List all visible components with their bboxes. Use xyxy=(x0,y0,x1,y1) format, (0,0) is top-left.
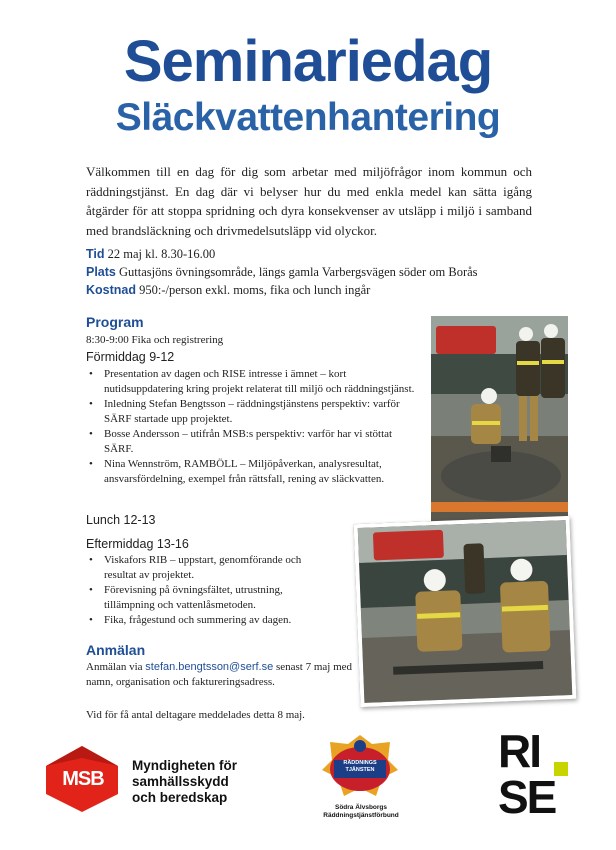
serf-logo xyxy=(296,734,426,824)
time-value: 22 maj kl. 8.30-16.00 xyxy=(107,247,216,261)
firefighters-photo-image xyxy=(431,316,568,529)
time-row xyxy=(86,245,478,263)
morning-heading: Förmiddag 9-12 xyxy=(86,350,175,364)
place-value: Guttasjöns övningsområde, längs gamla Varbergsvägen söder om Borås xyxy=(119,265,478,279)
firefighters-photo-2-image xyxy=(358,520,573,703)
signup-heading: Anmälan xyxy=(86,642,146,658)
serf-badge-text xyxy=(334,760,386,774)
list-item: • Presentation av dagen och RISE intresse i ämnet – kort nutidsuppdatering kring projekt relaterat till miljö och räddningstjänst. xyxy=(86,367,416,396)
place-row xyxy=(86,263,478,281)
signup-text xyxy=(86,660,356,689)
serf-line-1: Södra Älvsborgs xyxy=(334,804,387,811)
morning-list xyxy=(86,367,416,486)
rise-logo xyxy=(498,725,578,827)
list-item: • Viskafors RIB – uppstart, genomförande och resultat av projektet. xyxy=(86,553,336,582)
msb-line-3: och beredskap xyxy=(132,790,228,805)
rise-bottom: SE xyxy=(498,771,556,823)
serf-badge-line-1: RÄDDNINGS xyxy=(343,760,377,766)
msb-mark: MSB xyxy=(62,768,104,790)
cost-value: 950:-/person exkl. moms, fika och lunch ingår xyxy=(139,283,371,297)
cost-row xyxy=(86,281,478,299)
signup-email-link[interactable]: stefan.bengtsson@serf.se xyxy=(145,661,274,673)
rise-top: RI xyxy=(498,725,540,777)
rise-dot-icon xyxy=(554,762,568,776)
msb-line-2: samhällsskydd xyxy=(132,774,229,789)
serf-badge-line-2: TJÄNSTEN xyxy=(345,767,375,773)
signup-pre: Anmälan via xyxy=(86,661,143,673)
event-info xyxy=(86,245,478,299)
list-item: • Nina Wennström, RAMBÖLL – Miljöpåverkan, analysresultat, ansvarsfördelning, exempel från rättsfall, rening av släckvatten. xyxy=(86,457,416,486)
msb-name xyxy=(132,758,237,806)
list-item: • Inledning Stefan Bengtsson – räddningstjänstens perspektiv: varför SÄRF startade upp projektet. xyxy=(86,397,416,426)
page-title: Seminariedag xyxy=(123,29,493,94)
firefighters-photo-2 xyxy=(354,516,577,707)
registration-line: 8:30-9:00 Fika och registrering xyxy=(86,334,224,346)
signup-note: Vid för få antal deltagare meddelades detta 8 maj. xyxy=(86,709,305,721)
program-heading: Program xyxy=(86,314,144,330)
list-item: • Bosse Andersson – utifrån MSB:s perspektiv: varför har vi stöttat SÄRF. xyxy=(86,427,416,456)
lunch-heading: Lunch 12-13 xyxy=(86,513,156,527)
time-label: Tid xyxy=(86,247,105,261)
place-label: Plats xyxy=(86,265,116,279)
page-subtitle: Släckvattenhantering xyxy=(115,96,501,139)
afternoon-list xyxy=(86,553,336,628)
intro-paragraph: Välkommen till en dag för dig som arbetar med miljöfrågor inom kommun och räddningstjänst. En dag där vi belyser hur du med enkla medel kan sätta igång åtgärder för att stoppa spridning och dyra konsekvenser av utsläpp i miljö i samband med brandsläckning och drivmedelsutsläpp vid olyckor. xyxy=(86,164,532,238)
signup-post: senast 7 maj med namn, organisation och faktureringsadress. xyxy=(86,661,353,688)
msb-line-1: Myndigheten för xyxy=(132,758,237,773)
serf-name xyxy=(296,804,426,820)
msb-logo xyxy=(42,744,242,814)
afternoon-heading: Eftermiddag 13-16 xyxy=(86,537,189,551)
list-item: • Förevisning på övningsfältet, utrustning, tillämpning och vattenlåsmetoden. xyxy=(86,583,336,612)
cost-label: Kostnad xyxy=(86,283,136,297)
list-item: • Fika, frågestund och summering av dagen. xyxy=(86,613,336,628)
firefighters-photo xyxy=(431,316,568,529)
serf-line-2: Räddningstjänstförbund xyxy=(323,812,399,819)
